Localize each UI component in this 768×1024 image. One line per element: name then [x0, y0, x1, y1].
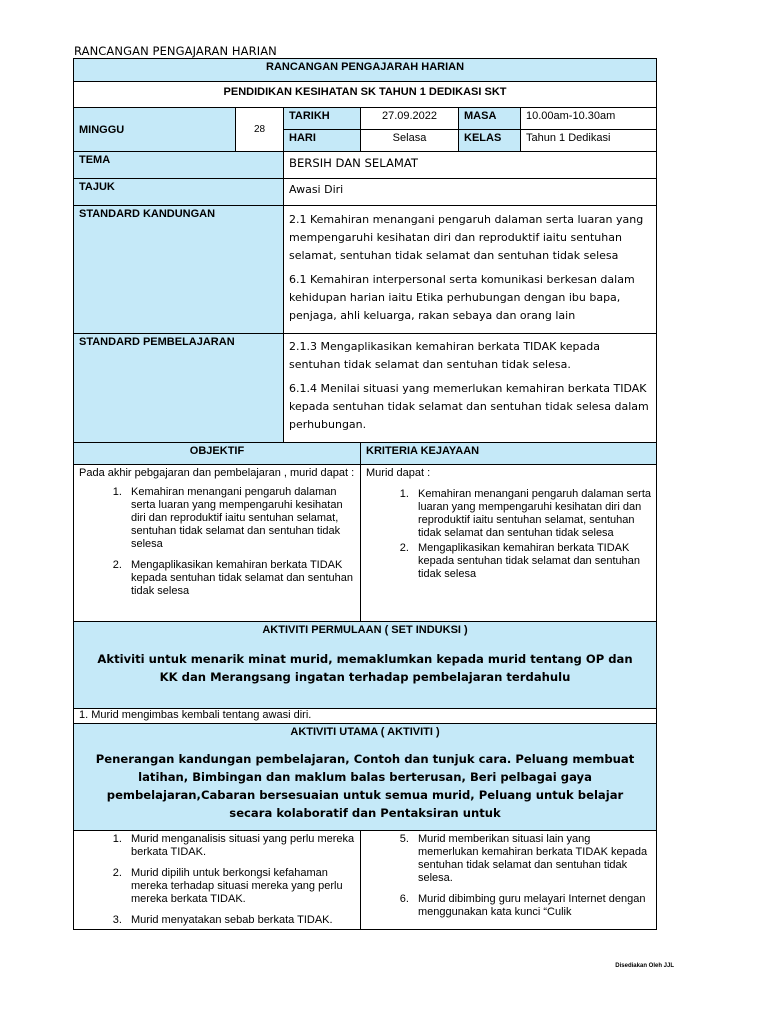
tema-value: BERSIH DAN SELAMAT [284, 152, 657, 179]
objektif-item: 1. Kemahiran menangani pengaruh dalaman serta luaran yang mempengaruhi kesihatan diri dan reproduktif iaitu sentuhan selamat, sentuhan tidak selamat dan sentuhan tidak selesa [125, 486, 355, 551]
lesson-plan-table [73, 58, 657, 930]
plan-title: RANCANGAN PENGAJARAH HARIAN [74, 59, 657, 82]
masa-label: MASA [459, 108, 521, 130]
objektif-item: 2. Mengaplikasikan kemahiran berkata TIDAK kepada sentuhan tidak selamat dan sentuhan tidak selesa [125, 559, 355, 598]
objektif-list [79, 486, 355, 598]
kriteria-list [366, 488, 651, 581]
sp-item-2: 6.1.4 Menilai situasi yang memerlukan kemahiran berkata TIDAK kepada sentuhan tidak selamat dan sentuhan tidak selesa dalam perhubungan. [289, 382, 649, 431]
utama-section [74, 724, 657, 831]
kriteria-intro: Murid dapat : [366, 467, 431, 479]
objektif-content [74, 465, 361, 622]
permulaan-label: AKTIVITI PERMULAAN ( SET INDUKSI ) [262, 624, 468, 636]
permulaan-item: 1. Murid mengimbas kembali tentang awasi diri. [74, 709, 657, 724]
kriteria-item: 2. Mengaplikasikan kemahiran berkata TIDAK kepada sentuhan tidak selamat dan sentuhan tidak selesa [412, 542, 651, 581]
utama-desc: Penerangan kandungan pembelajaran, Contoh dan tunjuk cara. Peluang membuat latihan, Bimbingan dan maklum balas berterusan, Beri pelbagai gaya pembelajaran,Cabaran bersesuaian untuk semua murid, Peluang untuk belajar secara kolaboratif dan Pentaksiran untuk [95, 752, 635, 820]
utama-item: 5. Murid memberikan situasi lain yang memerlukan kemahiran berkata TIDAK kepada sentuhan tidak selamat dan sentuhan tidak selesa. [412, 833, 651, 885]
tarikh-label: TARIKH [284, 108, 361, 130]
standard-kandungan-text [284, 206, 657, 334]
kelas-value: Tahun 1 Dedikasi [521, 130, 657, 152]
subject-title: PENDIDIKAN KESIHATAN SK TAHUN 1 DEDIKASI SKT [74, 82, 657, 108]
kriteria-label: KRITERIA KEJAYAAN [361, 443, 657, 465]
standard-kandungan-label: STANDARD KANDUNGAN [74, 206, 284, 334]
utama-item: 3. Murid menyatakan sebab berkata TIDAK. [125, 914, 355, 927]
tajuk-label: TAJUK [74, 179, 284, 206]
sp-item-1: 2.1.3 Mengaplikasikan kemahiran berkata TIDAK kepada sentuhan tidak selamat dan sentuhan tidak selesa. [289, 340, 600, 371]
utama-left-list [79, 833, 355, 927]
permulaan-desc: Aktiviti untuk menarik minat murid, memaklumkan kepada murid tentang OP dan KK dan Merangsang ingatan terhadap pembelajaran terdahulu [97, 652, 633, 684]
minggu-value: 28 [236, 108, 284, 152]
kriteria-content [361, 465, 657, 622]
objektif-label: OBJEKTIF [74, 443, 361, 465]
kriteria-item: 1. Kemahiran menangani pengaruh dalaman serta luaran yang mempengaruhi kesihatan diri dan reproduktif iaitu sentuhan selamat, sentuhan tidak selamat dan sentuhan tidak selesa [412, 488, 651, 540]
utama-right [361, 831, 657, 930]
hari-label: HARI [284, 130, 361, 152]
utama-label: AKTIVITI UTAMA ( AKTIVITI ) [290, 726, 440, 738]
sk-item-1: 2.1 Kemahiran menangani pengaruh dalaman serta luaran yang mempengaruhi kesihatan diri dan reproduktif iaitu sentuhan selamat, sentuhan tidak selamat dan sentuhan tidak selesa [289, 213, 644, 262]
footer-credit: Disediakan Oleh JJL [615, 963, 674, 969]
hari-value: Selasa [361, 130, 459, 152]
tarikh-value: 27.09.2022 [361, 108, 459, 130]
kelas-label: KELAS [459, 130, 521, 152]
utama-left [74, 831, 361, 930]
utama-item: 1. Murid menganalisis situasi yang perlu mereka berkata TIDAK. [125, 833, 355, 859]
permulaan-section [74, 622, 657, 709]
minggu-label: MINGGU [74, 108, 236, 152]
standard-pembelajaran-text [284, 334, 657, 443]
utama-item: 6. Murid dibimbing guru melayari Internet dengan menggunakan kata kunci “Culik [412, 893, 651, 919]
utama-right-list [366, 833, 651, 919]
objektif-intro: Pada akhir pebgajaran dan pembelajaran , murid dapat : [79, 467, 355, 479]
masa-value: 10.00am-10.30am [521, 108, 657, 130]
utama-item: 2. Murid dipilih untuk berkongsi kefahaman mereka terhadap situasi mereka yang perlu mereka berkata TIDAK. [125, 867, 355, 906]
page-heading: RANCANGAN PENGAJARAN HARIAN [74, 44, 277, 58]
sk-item-2: 6.1 Kemahiran interpersonal serta komunikasi berkesan dalam kehidupan harian iaitu Etika perhubungan dengan ibu bapa, penjaga, ahli keluarga, rakan sebaya dan orang lain [289, 273, 635, 322]
tajuk-value: Awasi Diri [284, 179, 657, 206]
tema-label: TEMA [74, 152, 284, 179]
standard-pembelajaran-label: STANDARD PEMBELAJARAN [74, 334, 284, 443]
